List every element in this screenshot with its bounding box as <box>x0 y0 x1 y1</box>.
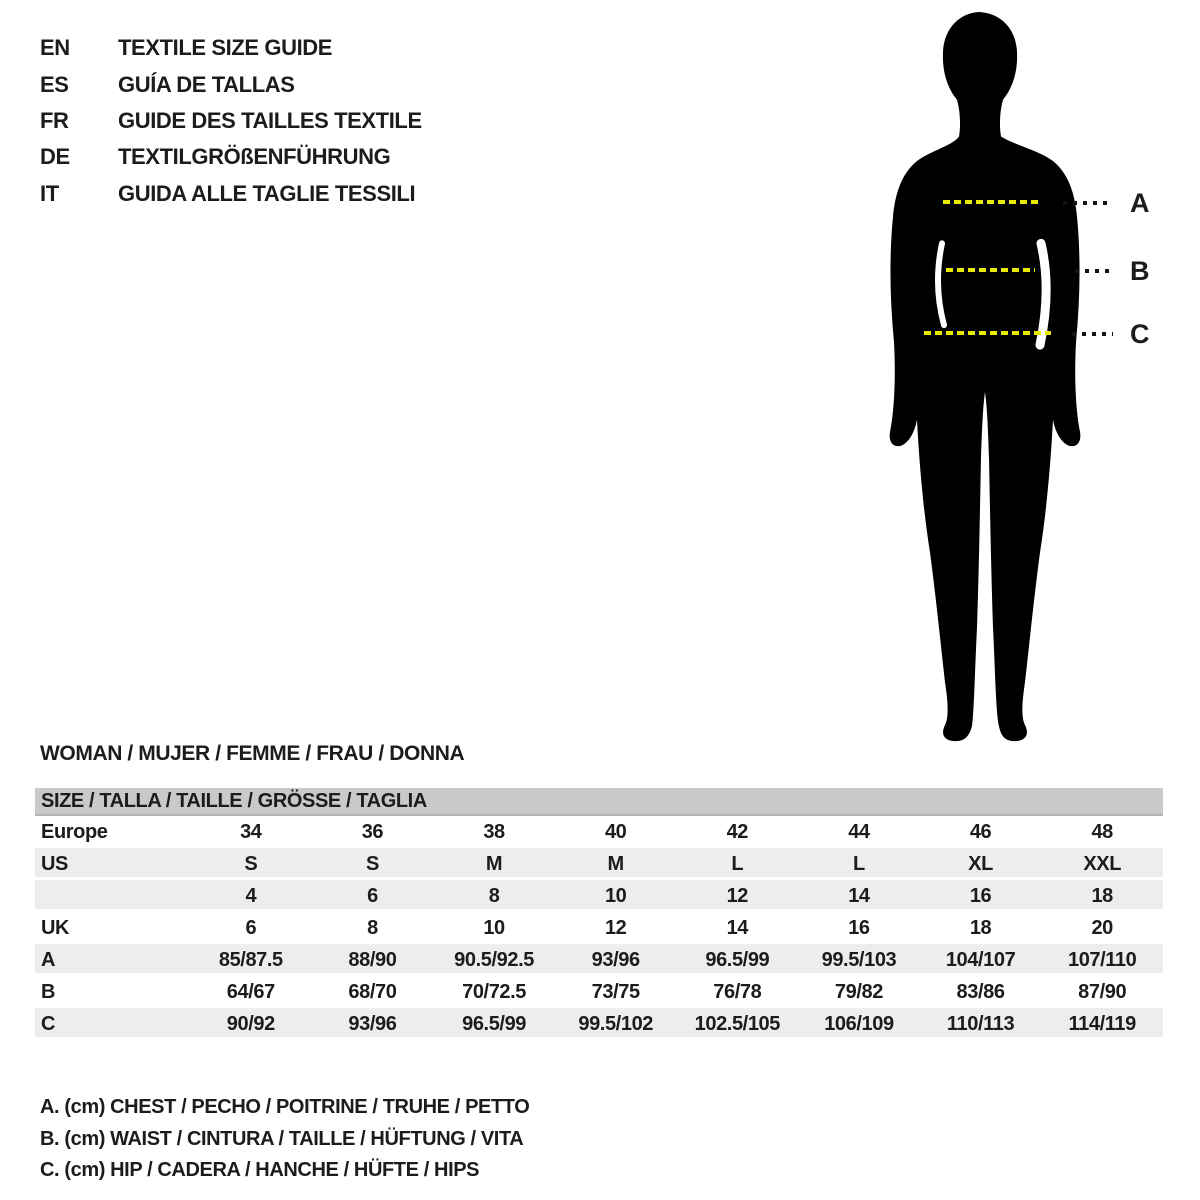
language-code: FR <box>40 107 69 133</box>
table-row <box>35 912 1163 944</box>
size-value-cell: 16 <box>848 916 870 939</box>
hip-measure-dotted-leader <box>1072 332 1113 336</box>
language-title: TEXTILE SIZE GUIDE <box>118 35 333 61</box>
legend-line: B. (cm) WAIST / CINTURA / TAILLE / HÜFTUNG / VITA <box>40 1127 524 1150</box>
size-value-cell: 96.5/99 <box>705 948 770 971</box>
size-value-cell: 99.5/102 <box>578 1012 654 1035</box>
size-value-cell: S <box>365 852 379 875</box>
size-value-cell: 18 <box>969 916 992 939</box>
size-value-cell: 8 <box>488 884 500 907</box>
size-value-cell: 85/87.5 <box>218 948 283 971</box>
size-value-cell: 12 <box>726 884 749 907</box>
size-value-cell: 20 <box>1091 916 1113 939</box>
language-row <box>40 66 422 102</box>
language-row <box>40 30 422 66</box>
table-row <box>35 1008 1163 1040</box>
size-value-cell: 83/86 <box>956 980 1005 1003</box>
language-title: GUÍA DE TALLAS <box>118 71 295 97</box>
size-value-cell: 14 <box>848 884 870 907</box>
size-value-cell: 10 <box>604 884 627 907</box>
size-value-cell: 4 <box>245 884 257 907</box>
table-row <box>35 816 1163 848</box>
size-table <box>35 788 1163 1040</box>
marker-label-b: B <box>1130 256 1149 286</box>
section-title: WOMAN / MUJER / FEMME / FRAU / DONNA <box>40 742 465 765</box>
size-value-cell: 76/78 <box>713 980 762 1003</box>
size-value-cell: 88/90 <box>348 948 397 971</box>
size-value-cell: 36 <box>361 820 384 843</box>
table-row <box>35 880 1163 912</box>
size-value-cell: 12 <box>604 916 627 939</box>
language-code: ES <box>40 71 69 97</box>
size-table-header: SIZE / TALLA / TAILLE / GRÖSSE / TAGLIA <box>35 788 1163 816</box>
language-code: IT <box>40 180 59 206</box>
waist-measure-dashed-line <box>946 268 1035 272</box>
row-label-cell: B <box>41 980 56 1003</box>
marker-label-a: A <box>1130 188 1149 218</box>
waist-measure-dotted-leader <box>1075 269 1113 273</box>
size-value-cell: 90/92 <box>226 1012 275 1035</box>
size-value-cell: 87/90 <box>1078 980 1127 1003</box>
legend-line: A. (cm) CHEST / PECHO / POITRINE / TRUHE / PETTO <box>40 1096 530 1118</box>
size-value-cell: 107/110 <box>1067 948 1137 971</box>
row-label-cell: Europe <box>41 820 108 843</box>
size-value-cell: 38 <box>483 820 505 843</box>
table-row <box>35 848 1163 880</box>
size-value-cell: 48 <box>1091 820 1113 843</box>
language-code: DE <box>40 144 70 170</box>
size-value-cell: 6 <box>245 916 257 939</box>
language-title: GUIDA ALLE TAGLIE TESSILI <box>118 180 416 206</box>
language-code: EN <box>40 35 70 61</box>
size-value-cell: S <box>244 852 258 875</box>
size-value-cell: XXL <box>1083 852 1122 875</box>
language-title: TEXTILGRÖßENFÜHRUNG <box>118 144 391 170</box>
language-row <box>40 103 422 139</box>
language-row <box>40 176 422 212</box>
table-row <box>35 944 1163 976</box>
size-value-cell: XL <box>968 852 993 875</box>
size-value-cell: 102.5/105 <box>694 1012 780 1035</box>
size-value-cell: 44 <box>848 820 870 843</box>
size-value-cell: 46 <box>969 820 992 843</box>
size-value-cell: 110/113 <box>946 1012 1015 1035</box>
size-value-cell: 104/107 <box>945 948 1016 971</box>
size-value-cell: L <box>731 852 744 875</box>
size-value-cell: 14 <box>726 916 749 939</box>
row-label-cell: UK <box>41 916 70 939</box>
table-row <box>35 976 1163 1008</box>
language-row <box>40 139 422 175</box>
size-value-cell: 114/119 <box>1068 1012 1136 1035</box>
hip-measure-dashed-line <box>924 331 1051 335</box>
size-value-cell: 18 <box>1091 884 1113 907</box>
row-label-cell: C <box>41 1012 56 1035</box>
size-value-cell: L <box>853 852 865 875</box>
row-label-cell: A <box>41 948 56 971</box>
language-header-list <box>40 30 422 212</box>
silhouette-body-path <box>890 12 1081 741</box>
size-value-cell: 6 <box>367 884 378 907</box>
woman-silhouette <box>878 8 1118 746</box>
chest-measure-dashed-line <box>943 200 1042 204</box>
size-value-cell: 79/82 <box>834 980 883 1003</box>
measurement-legend <box>40 1092 529 1187</box>
size-value-cell: 68/70 <box>348 980 397 1003</box>
legend-line: C. (cm) HIP / CADERA / HANCHE / HÜFTE / HIPS <box>40 1159 480 1181</box>
size-value-cell: 99.5/103 <box>821 948 897 971</box>
size-table-body <box>35 816 1163 1040</box>
size-value-cell: 34 <box>240 820 262 843</box>
size-value-cell: 90.5/92.5 <box>454 948 534 971</box>
size-value-cell: 8 <box>367 916 378 939</box>
row-label-cell: US <box>41 852 68 875</box>
chest-measure-dotted-leader <box>1063 201 1113 205</box>
size-value-cell: 64/67 <box>226 980 275 1003</box>
language-title: GUIDE DES TAILLES TEXTILE <box>118 107 422 133</box>
size-value-cell: 106/109 <box>824 1012 894 1035</box>
size-value-cell: 42 <box>726 820 749 843</box>
size-value-cell: 96.5/99 <box>462 1012 527 1035</box>
size-value-cell: 16 <box>969 884 992 907</box>
size-value-cell: 93/96 <box>591 948 640 971</box>
marker-label-c: C <box>1130 319 1149 349</box>
size-value-cell: M <box>607 852 624 875</box>
size-value-cell: 93/96 <box>348 1012 397 1035</box>
size-value-cell: 10 <box>483 916 505 939</box>
size-value-cell: 40 <box>604 820 627 843</box>
size-value-cell: 70/72.5 <box>462 980 527 1003</box>
size-value-cell: 73/75 <box>591 980 640 1003</box>
size-value-cell: M <box>485 852 503 875</box>
